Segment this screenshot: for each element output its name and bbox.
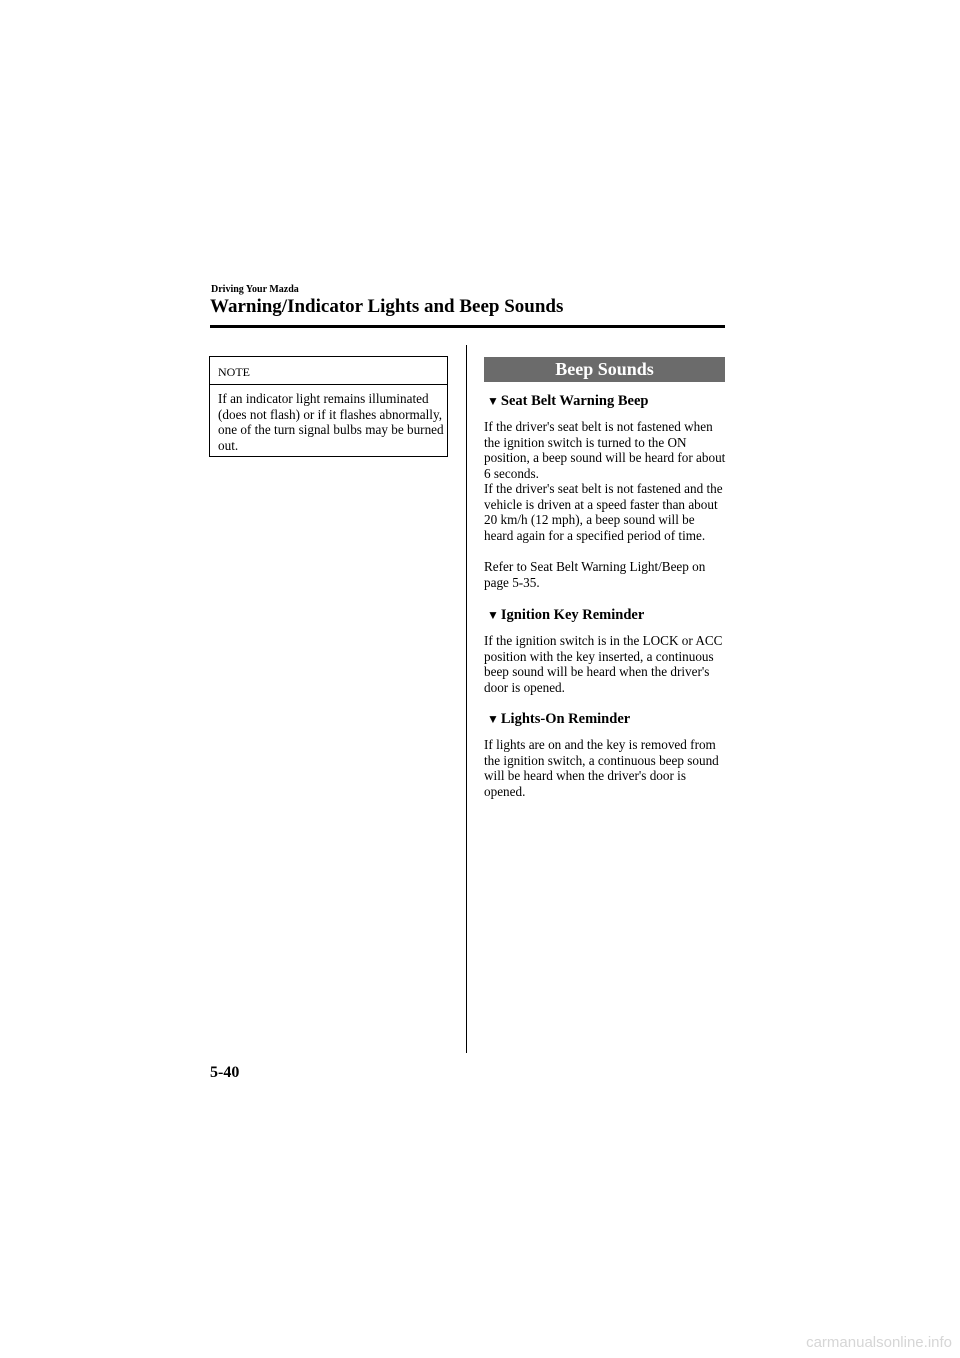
paragraph: If the ignition switch is in the LOCK or ACC position with the key inserted, a continuous beep sound will be heard when the driver's door is opened. [484, 633, 723, 695]
note-box [209, 356, 448, 457]
note-heading: NOTE [218, 365, 250, 379]
topic-heading-text: Ignition Key Reminder [500, 607, 645, 623]
title-rule [210, 325, 725, 328]
topic-heading-lights-on [487, 711, 630, 728]
section-label: Driving Your Mazda [211, 284, 299, 295]
section-band-title: Beep Sounds [484, 357, 725, 382]
topic-heading-text: Seat Belt Warning Beep [500, 393, 649, 409]
topic-heading-text: Lights-On Reminder [500, 711, 631, 727]
paragraph: Refer to Seat Belt Warning Light/Beep on page 5-35. [484, 559, 706, 590]
paragraph: If lights are on and the key is removed from the ignition switch, a continuous beep sound will be heard when the driver's door is opened. [484, 737, 719, 799]
watermark: carmanualsonline.info [806, 1334, 952, 1351]
topic-heading-ignition-key [487, 607, 644, 624]
column-divider [466, 345, 467, 1053]
topic-heading-seat-belt [487, 393, 648, 410]
paragraph: If the driver's seat belt is not fastened and the vehicle is driven at a speed faster than about 20 km/h (12 mph), a beep sound will be heard again for a specified period of time. [484, 481, 723, 543]
triangle-down-icon: ▼ [487, 712, 499, 726]
page-number: 5-40 [210, 1064, 240, 1081]
note-text: If an indicator light remains illuminated (does not flash) or if it flashes abnormally, one of the turn signal bulbs may be burned out. [218, 391, 444, 453]
paragraph: If the driver's seat belt is not fastened when the ignition switch is turned to the ON position, a beep sound will be heard for about 6 seconds. [484, 419, 726, 481]
triangle-down-icon: ▼ [487, 608, 499, 622]
page-title: Warning/Indicator Lights and Beep Sounds [210, 296, 564, 317]
note-separator [210, 384, 447, 385]
triangle-down-icon: ▼ [487, 394, 499, 408]
